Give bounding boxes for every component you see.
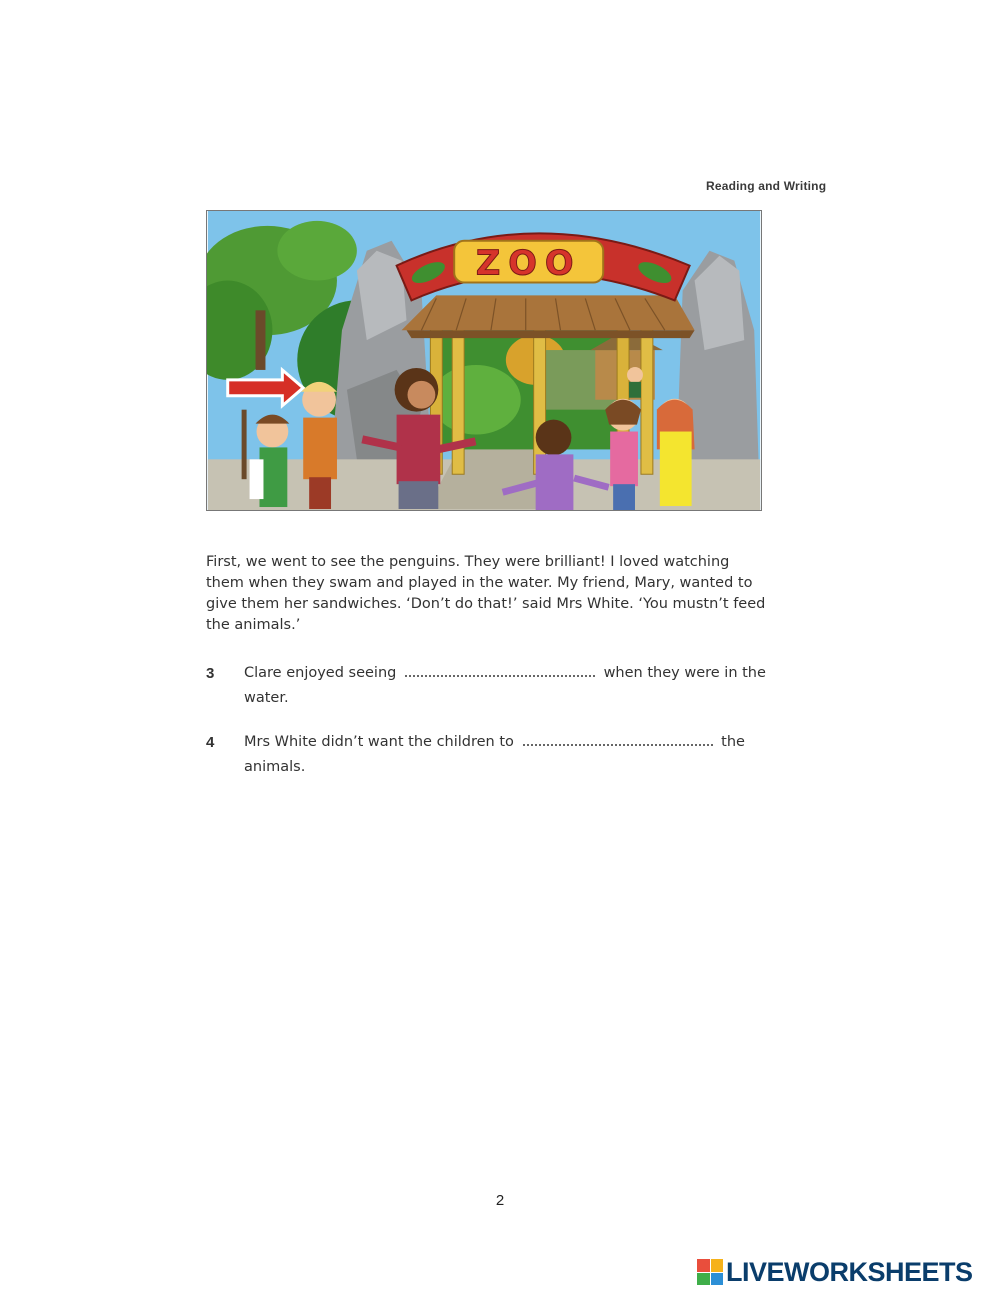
question-4 (206, 730, 766, 780)
question-prompt-start: Clare enjoyed seeing (244, 665, 397, 681)
liveworksheets-logo (697, 1255, 997, 1289)
section-header: Reading and Writing (706, 179, 827, 193)
zoo-entrance-illustration (206, 210, 762, 511)
question-prompt-end: when they were in the water. (244, 665, 766, 706)
page-number: 2 (495, 1192, 505, 1209)
question-number: 4 (206, 734, 215, 751)
question-text (244, 730, 766, 780)
reading-passage: First, we went to see the penguins. They were brilliant! I loved watching them when they swam and played in the water. My friend, Mary, wanted to give them her sandwiches. ‘Don’t do that!’ said Mrs White. ‘You mustn’t feed the animals.’ (206, 553, 766, 633)
question-prompt-end: the animals. (244, 734, 745, 775)
answer-blank[interactable] (405, 661, 595, 677)
logo-text: LIVEWORKSHEETS (726, 1256, 973, 1287)
question-prompt-start: Mrs White didn’t want the children to (244, 734, 514, 750)
zoo-sign-text: ZOO (475, 243, 582, 283)
answer-blank[interactable] (523, 730, 713, 746)
question-text (244, 661, 766, 711)
logo-badge-icon (697, 1259, 723, 1285)
question-3 (206, 661, 766, 711)
question-number: 3 (206, 665, 215, 682)
